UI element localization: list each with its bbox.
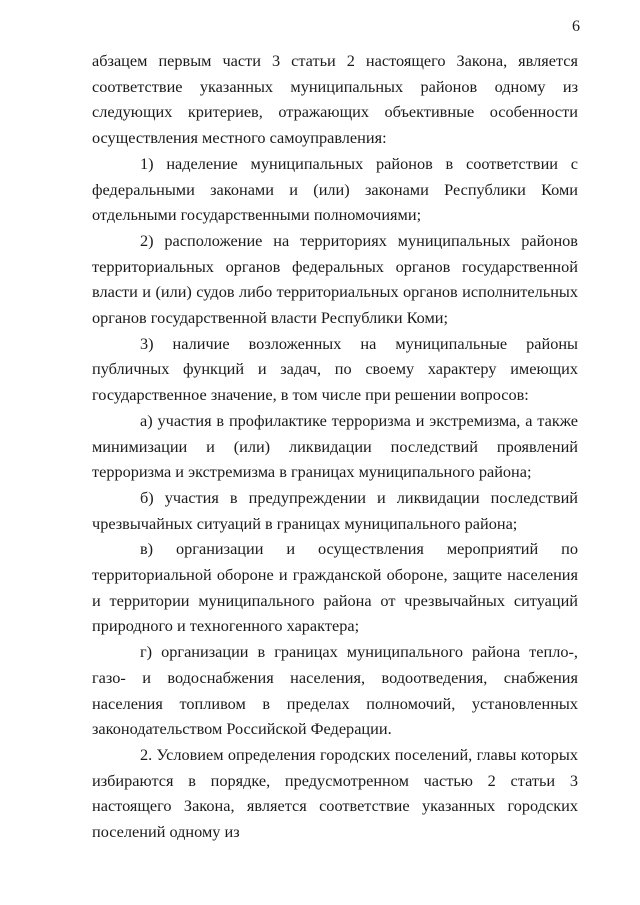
paragraph-criteria-intro: абзацем первым части 3 статьи 2 настоящего Закона, является соответствие указанных муниципальных районов одному из следующих критериев, отражающих объективные особенности осуществления местного самоуправления: xyxy=(92,51,578,148)
paragraph-item-1: 1) наделение муниципальных районов в соответствии с федеральными законами и (или) законами Республики Коми отдельными государственными полномочиями; xyxy=(92,153,578,225)
paragraph-subitem-v: в) организации и осуществления мероприятий по территориальной обороне и гражданской обороне, защите населения и территории муниципального района от чрезвычайных ситуаций природного и техногенного характера; xyxy=(92,539,578,636)
paragraph-section-2: 2. Условием определения городских поселений, главы которых избираются в порядке, предусмотренном частью 2 статьи 3 настоящего Закона, является соответствие указанных городских поселений одному из xyxy=(92,744,578,842)
paragraph-subitem-g: г) организации в границах муниципального района тепло-, газо- и водоснабжения населения, водоотведения, снабжения населения топливом в пределах полномочий, установленных законодательством Российской Федерации. xyxy=(92,642,578,739)
paragraph-subitem-b: б) участия в предупреждении и ликвидации последствий чрезвычайных ситуаций в границах муниципального района; xyxy=(92,487,578,533)
paragraph-item-3: 3) наличие возложенных на муниципальные районы публичных функций и задач, по своему характеру имеющих государственное значение, в том числе при решении вопросов: xyxy=(92,333,578,405)
paragraph-subitem-a: а) участия в профилактике терроризма и экстремизма, а также минимизации и (или) ликвидации последствий проявлений терроризма и экстремизма в границах муниципального района; xyxy=(92,410,578,482)
paragraph-item-2: 2) расположение на территориях муниципальных районов территориальных органов федеральных органов государственной власти и (или) судов либо территориальных органов исполнительных органов государственной власти Республики Коми; xyxy=(92,230,578,328)
document-body xyxy=(92,48,578,845)
page-number: 6 xyxy=(572,18,580,35)
